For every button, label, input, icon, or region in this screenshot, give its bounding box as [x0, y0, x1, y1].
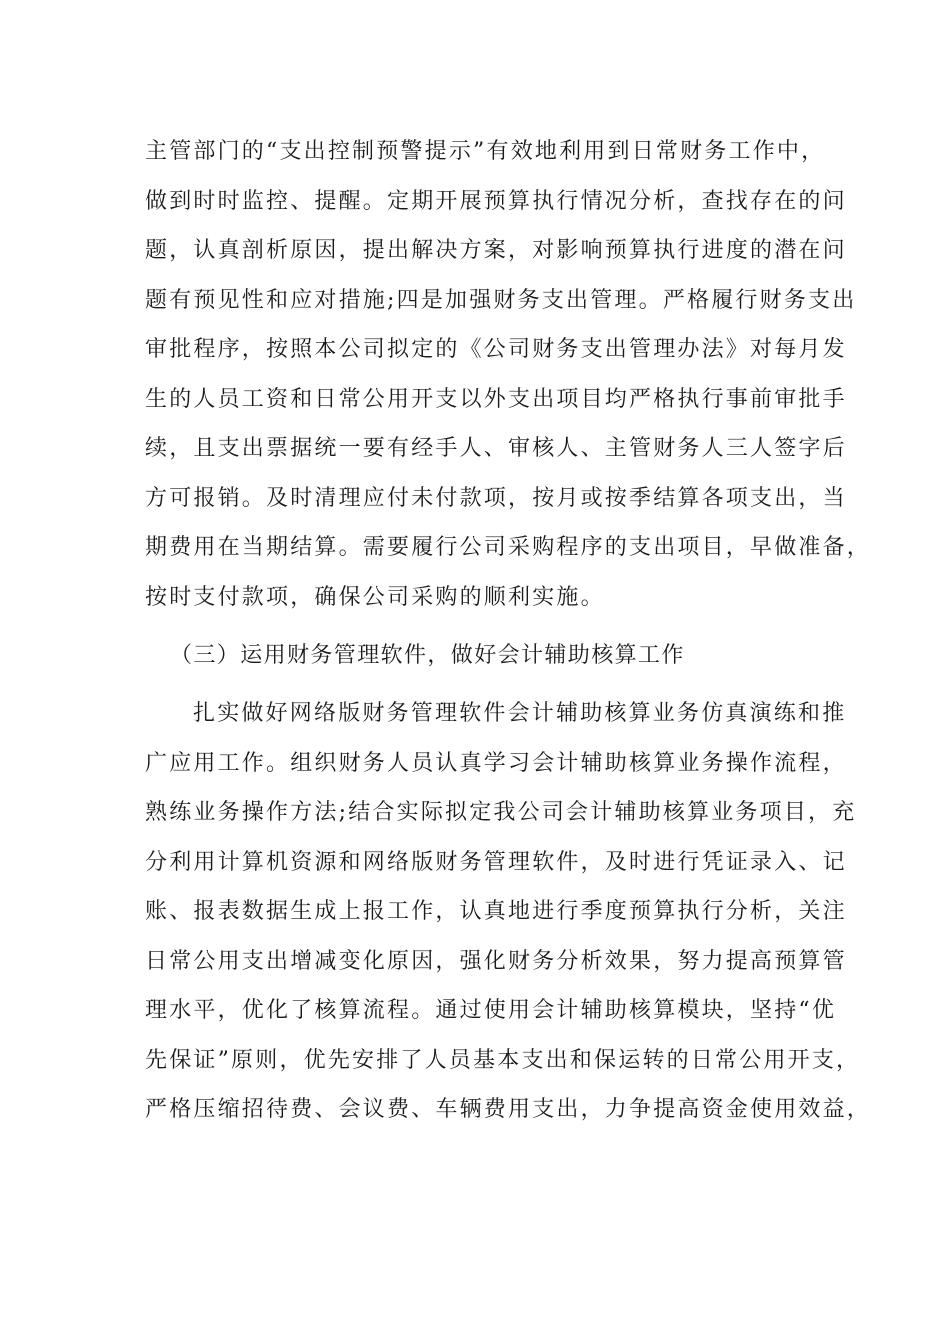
paragraph-line: 扎实做好网络版财务管理软件会计辅助核算业务仿真演练和推	[193, 701, 847, 726]
paragraph-line: 按时支付款项，确保公司采购的顺利实施。	[145, 585, 605, 610]
paragraph-line: 账、报表数据生成上报工作，认真地进行季度预算执行分析，关注	[145, 899, 847, 924]
paragraph-line: 广应用工作。组织财务人员认真学习会计辅助核算业务操作流程，	[145, 751, 847, 776]
paragraph-line: 续，且支出票据统一要有经手人、审核人、主管财务人三人签字后	[145, 436, 847, 461]
paragraph-line: 审批程序，按照本公司拟定的《公司财务支出管理办法》对每月发	[145, 337, 847, 362]
paragraph-line: 分利用计算机资源和网络版财务管理软件，及时进行凭证录入、记	[145, 850, 847, 875]
paragraph-line: 题，认真剖析原因，提出解决方案，对影响预算执行进度的潜在问	[145, 238, 847, 263]
paragraph-line: 日常公用支出增减变化原因，强化财务分析效果，努力提高预算管	[145, 949, 847, 974]
paragraph-line: 生的人员工资和日常公用开支以外支出项目均严格执行事前审批手	[145, 387, 847, 412]
paragraph-line: 做到时时监控、提醒。定期开展预算执行情况分析，查找存在的问	[145, 189, 847, 214]
paragraph-line: 严格压缩招待费、会议费、车辆费用支出，力争提高资金使用效益，	[145, 1097, 872, 1122]
paragraph-line: 先保证”原则，优先安排了人员基本支出和保运转的日常公用开支，	[145, 1048, 861, 1073]
paragraph-line: 题有预见性和应对措施;四是加强财务支出管理。严格履行财务支出	[145, 288, 857, 313]
section-heading: （三）运用财务管理软件，做好会计辅助核算工作	[170, 643, 685, 668]
paragraph-line: 主管部门的“支出控制预警提示”有效地利用到日常财务工作中，	[145, 139, 826, 164]
paragraph-line: 熟练业务操作方法;结合实际拟定我公司会计辅助核算业务项目，充	[145, 800, 857, 825]
paragraph-line: 理水平，优化了核算流程。通过使用会计辅助核算模块，坚持“优	[145, 998, 837, 1023]
paragraph-line: 方可报销。及时清理应付未付款项，按月或按季结算各项支出，当	[145, 486, 847, 511]
paragraph-line: 期费用在当期结算。需要履行公司采购程序的支出项目，早做准备，	[145, 535, 872, 560]
